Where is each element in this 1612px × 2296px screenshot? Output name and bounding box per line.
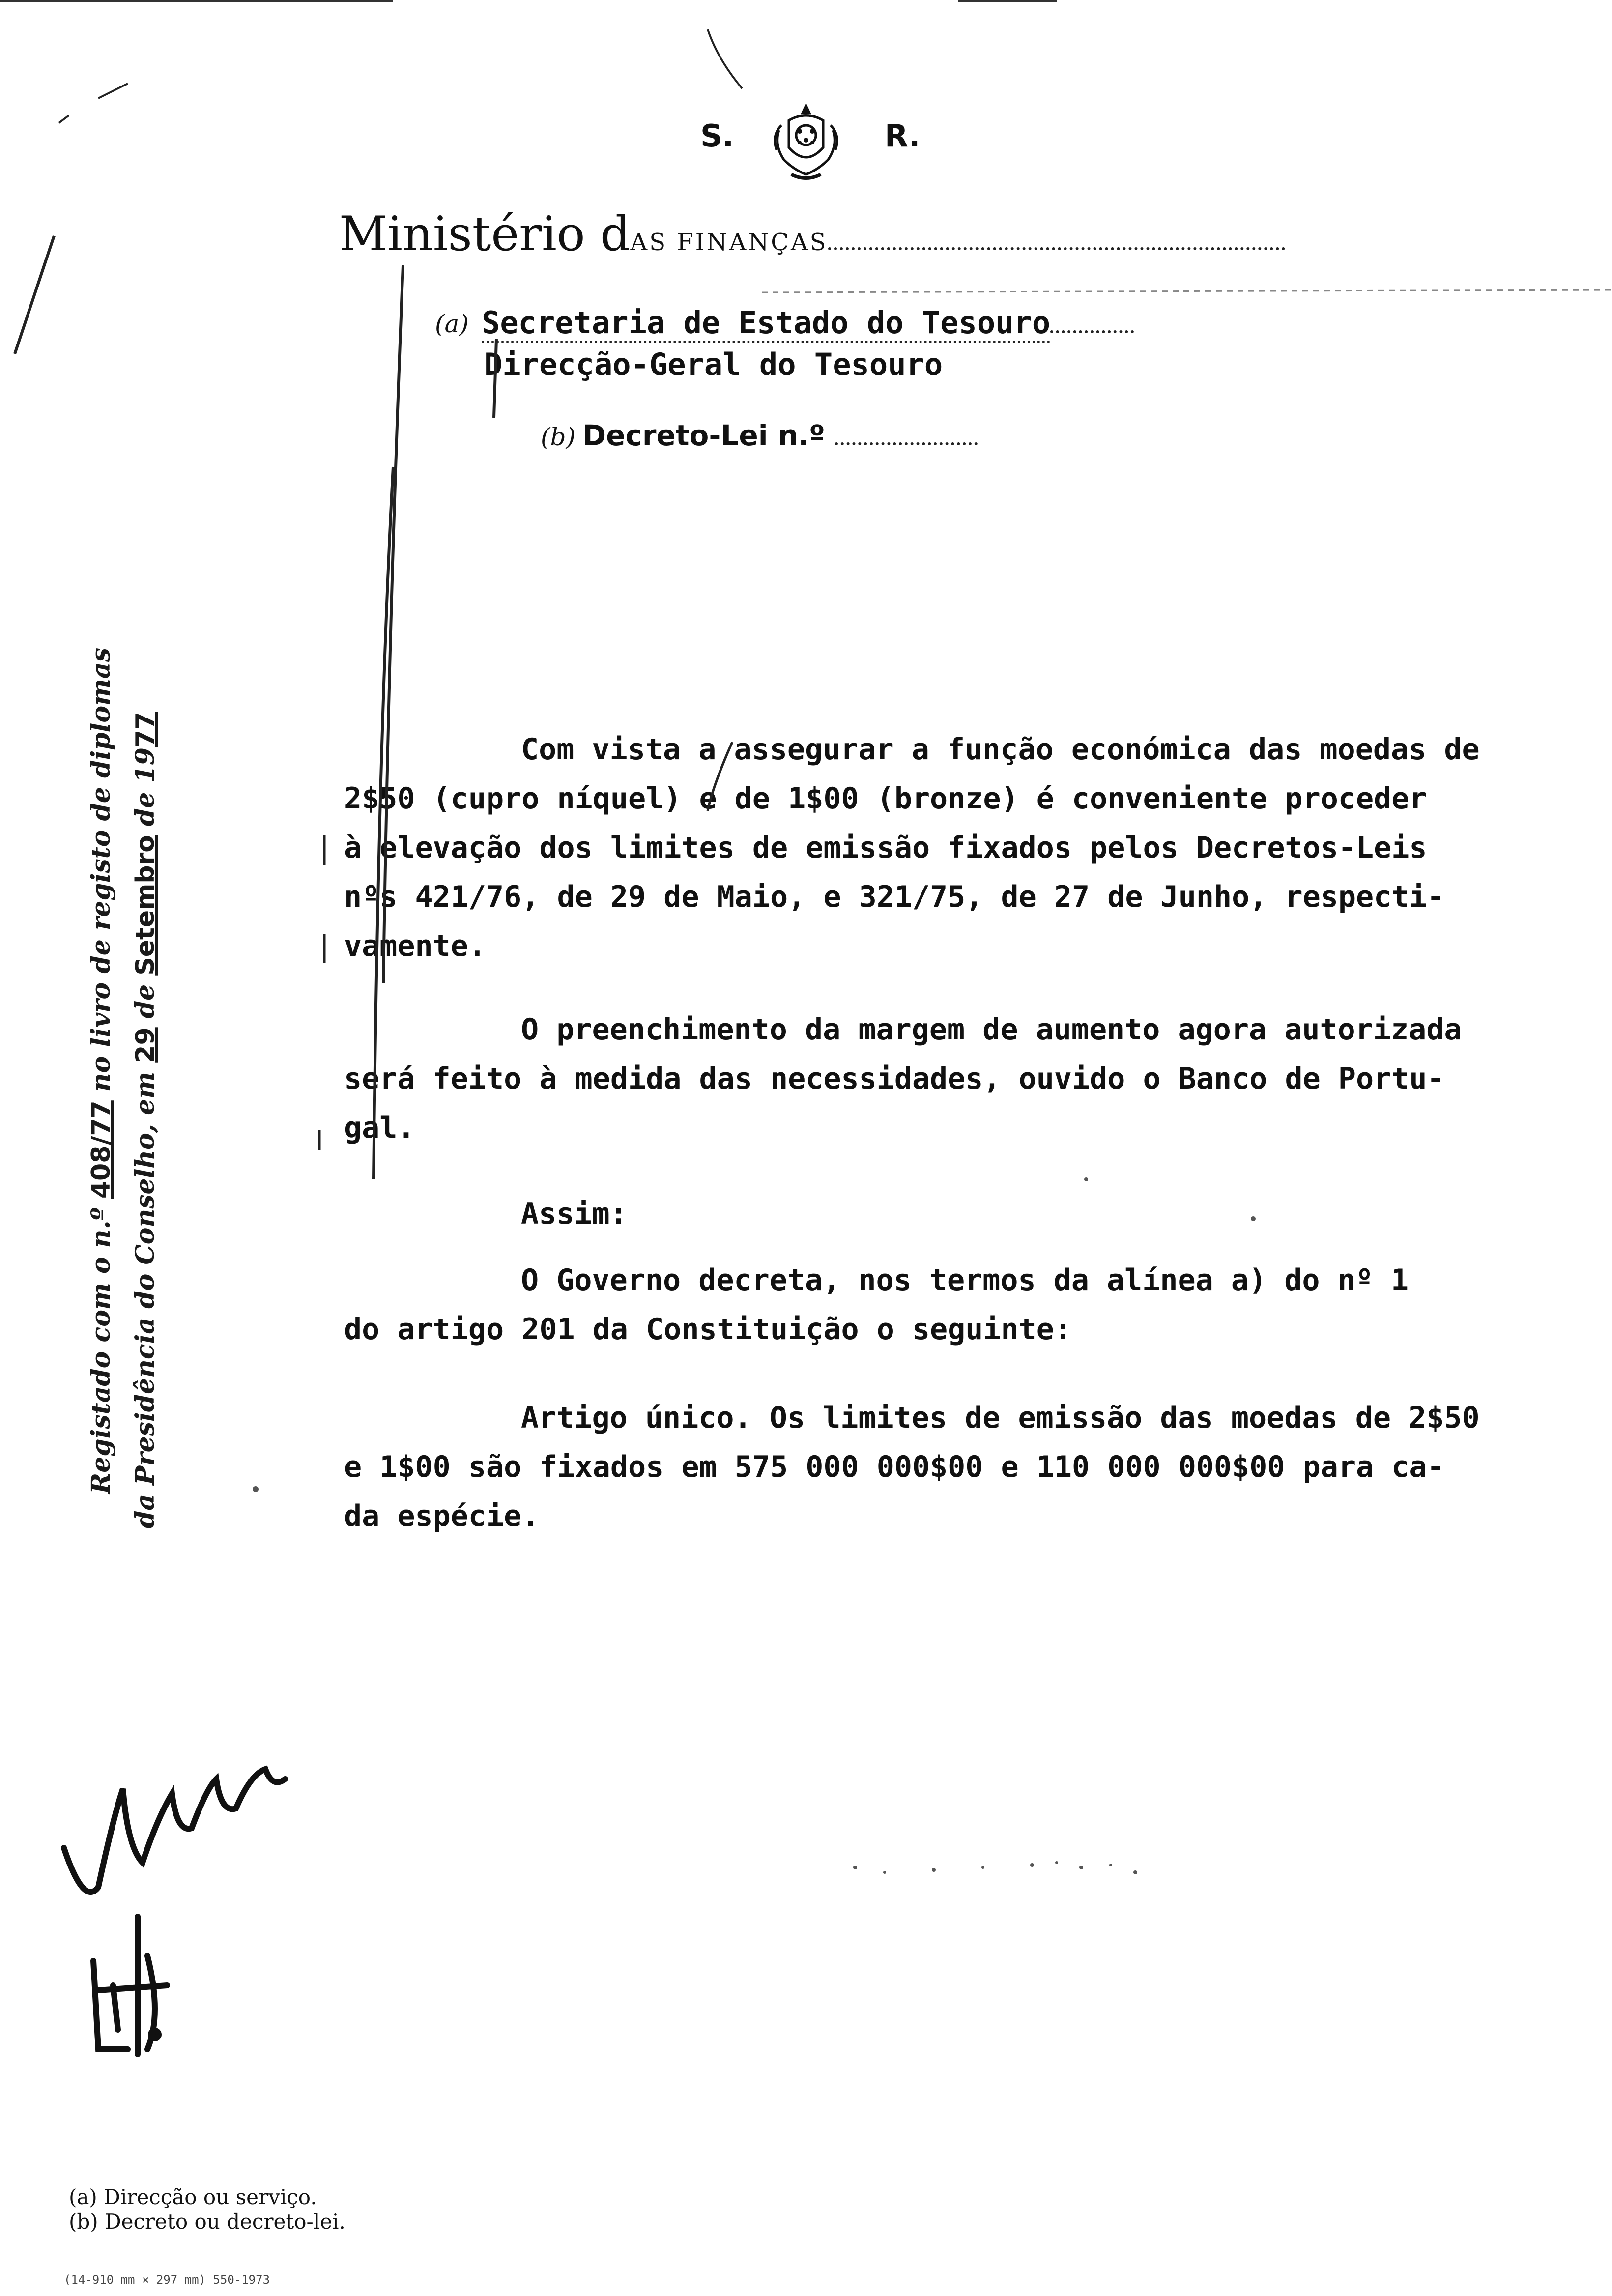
print-code: (14-910 mm × 297 mm) 550-1973 xyxy=(64,2273,270,2287)
registration-note-line-2 xyxy=(130,712,160,1528)
scan-marks xyxy=(15,29,742,1179)
header-r-letter: R. xyxy=(885,118,921,154)
p1-line-4: nºs 421/76, de 29 de Maio, e 321/75, de 27 de Junho, respecti- xyxy=(344,880,1445,914)
decreto-lei-line xyxy=(582,419,978,452)
marker-b: (b) xyxy=(541,423,576,451)
p1-line-1: Com vista a assegurar a função económica das moedas de xyxy=(521,732,1480,767)
registration-text-3: da Presidência do Conselho, em xyxy=(130,1071,160,1528)
p1-line-5: vamente. xyxy=(344,929,486,963)
ministry-dotted-line xyxy=(828,247,1285,250)
header-s-letter: S. xyxy=(700,118,734,154)
registration-text-2: no livro de registo de diplomas xyxy=(86,647,116,1092)
p2-line-1: O preenchimento da margem de aumento agora autorizada xyxy=(521,1012,1462,1047)
registration-number: 408/77 xyxy=(86,1100,116,1199)
decreto-dotted-line xyxy=(835,442,978,445)
decreto-lei-label: Decreto-Lei n.º xyxy=(582,419,825,452)
registration-text-4: de xyxy=(130,984,160,1019)
secretaria-text: Secretaria de Estado do Tesouro xyxy=(482,305,1050,343)
registration-note-line-1 xyxy=(86,648,116,1494)
coat-of-arms-icon xyxy=(769,101,843,184)
secretaria-dotted-line xyxy=(1050,330,1134,333)
registration-day: 29 xyxy=(131,1027,160,1063)
p1-line-2: 2$50 (cupro níquel) e de 1$00 (bronze) é conveniente proceder xyxy=(344,781,1427,816)
p3-line-1: O Governo decreta, nos termos da alínea a) do nº 1 xyxy=(521,1263,1409,1297)
p4-line-1: Artigo único. Os limites de emissão das moedas de 2$50 xyxy=(521,1401,1480,1435)
footnote-a: (a) Direcção ou serviço. xyxy=(69,2185,317,2209)
ministry-title xyxy=(339,206,1285,261)
registration-text-5: de 19 xyxy=(130,747,160,826)
p1-line-3: à elevação dos limites de emissão fixados pelos Decretos-Leis xyxy=(344,831,1427,865)
registration-text-1: Registado com o n.º xyxy=(86,1207,116,1494)
signature-scribble xyxy=(64,1769,285,1892)
ministry-name: AS FINANÇAS xyxy=(630,229,828,256)
registration-month: Setembro xyxy=(131,835,160,976)
footnote-b: (b) Decreto ou decreto-lei. xyxy=(69,2210,345,2234)
p2-line-3: gal. xyxy=(344,1111,415,1145)
marker-a: (a) xyxy=(435,310,469,338)
ministry-prefix: Ministério d xyxy=(339,206,631,261)
p3-line-2: do artigo 201 da Constituição o seguinte: xyxy=(344,1312,1072,1347)
initials-mark xyxy=(93,1917,167,2054)
assim-heading: Assim: xyxy=(521,1197,628,1231)
p2-line-2: será feito à medida das necessidades, ouvido o Banco de Portu- xyxy=(344,1062,1445,1096)
direccao-geral: Direcção-Geral do Tesouro xyxy=(484,346,943,382)
p4-line-3: da espécie. xyxy=(344,1499,540,1533)
p4-line-2: e 1$00 são fixados em 575 000 000$00 e 110 000 000$00 para ca- xyxy=(344,1450,1445,1484)
secretaria-line xyxy=(482,305,1134,341)
registration-year: 77 xyxy=(131,712,160,748)
